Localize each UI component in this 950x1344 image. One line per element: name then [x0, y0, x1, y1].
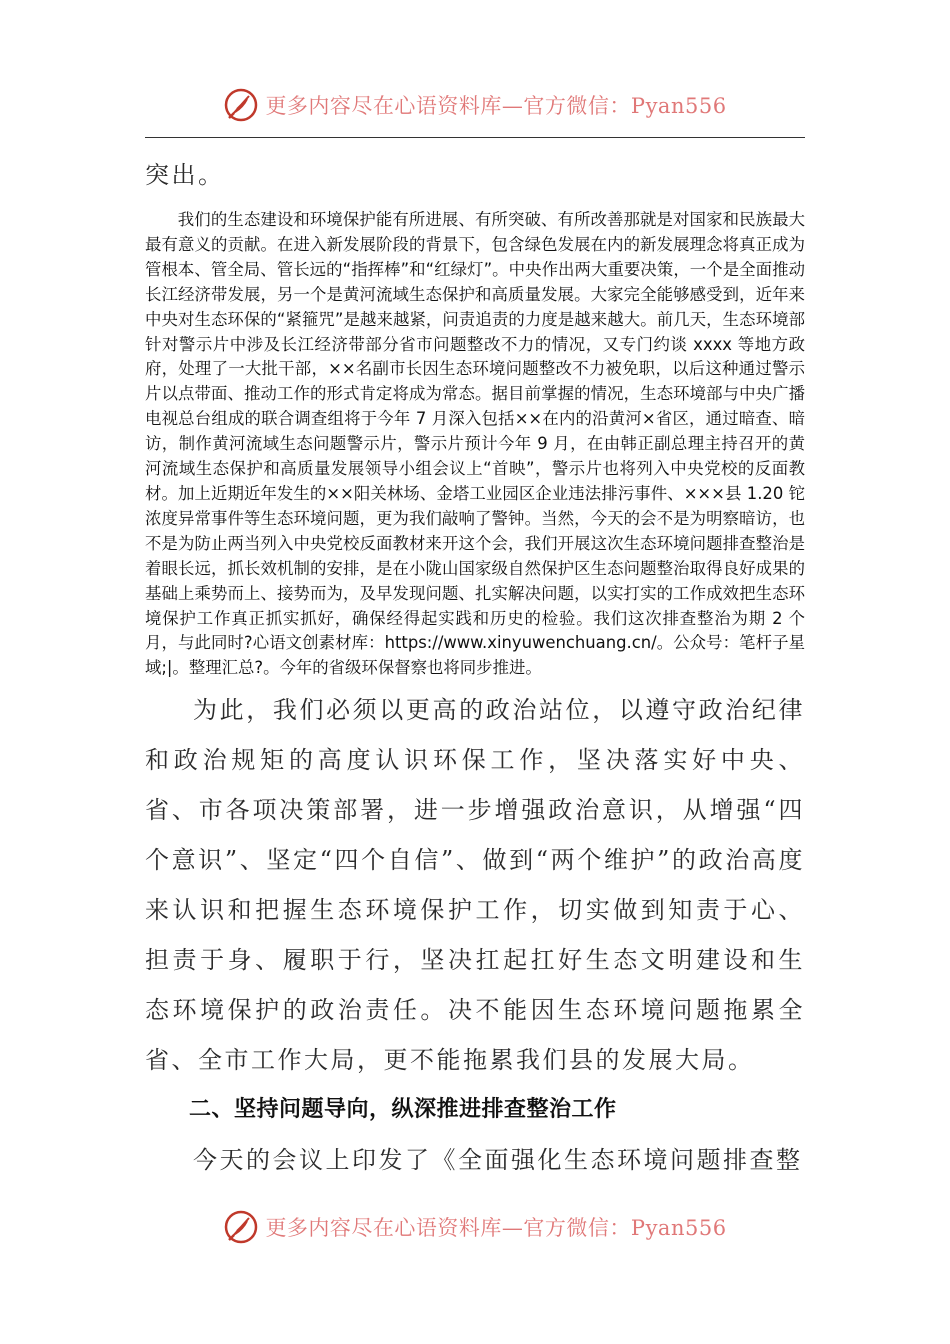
section-heading: 二、坚持问题导向，纵深推进排查整治工作	[189, 1097, 617, 1123]
banner-text: 更多内容尽在心语资料库—官方微信：Pyan556	[265, 1216, 727, 1240]
feather-logo-icon	[223, 87, 259, 123]
feather-logo-icon	[223, 1209, 259, 1245]
banner-text: 更多内容尽在心语资料库—官方微信：Pyan556	[265, 94, 727, 118]
footer-banner	[0, 1202, 950, 1252]
body-paragraph-large: 为此，我们必须以更高的政治站位，以遵守政治纪律和政治规矩的高度认识环保工作，坚决落实好中央、省、市各项决策部署，进一步增强政治意识，从增强“四个意识”、坚定“四个自信”、做到“两个维护”的政治高度来认识和把握生态环境保护工作，切实做到知责于心、担责于身、履职于行，坚决扛起扛好生态文明建设和生态环境保护的政治责任。决不能因生态环境问题拖累全省、全市工作大局，更不能拖累我们县的发展大局。	[145, 696, 805, 1075]
opening-fragment: 突出。	[145, 161, 225, 189]
body-paragraph-small: 我们的生态建设和环境保护能有所进展、有所突破、有所改善那就是对国家和民族最大最有意义的贡献。在进入新发展阶段的背景下，包含绿色发展在内的新发展理念将真正成为管根本、管全局、管长远的“指挥棒”和“红绿灯”。中央作出两大重要决策，一个是全面推动长江经济带发展，另一个是黄河流域生态保护和高质量发展。大家完全能够感受到，近年来中央对生态环保的“紧箍咒”是越来越紧，问责追责的力度是越来越大。前几天，生态环境部针对警示片中涉及长江经济带部分省市问题整改不力的情况，又专门约谈 xxxx 等地方政府，处理了一大批干部，××名副市长因生态环境问题整改不力被免职，以后这种通过警示片以点带面、推动工作的形式肯定将成为常态。据目前掌握的情况，生态环境部与中央广播电视总台组成的联合调查组将于今年 7 月深入包括××在内的沿黄河×省区，通过暗查、暗访，制作黄河流域生态问题警示片，警示片预计今年 9 月，在由韩正副总理主持召开的黄河流域生态保护和高质量发展领导小组会议上“首映”，警示片也将列入中央党校的反面教材。加上近期近年发生的××阳关林场、金塔工业园区企业违法排污事件、×××县 1.20 铊浓度异常事件等生态环境问题，更为我们敲响了警钟。当然，今天的会不是为明察暗访，也不是为防止两当列入中央党校反面教材来开这个会，我们开展这次生态环境问题排查整治是着眼长远，抓长效机制的安排，是在小陇山国家级自然保护区生态问题整治取得良好成果的基础上乘势而上、接势而为，及早发现问题、扎实解决问题，以实打实的工作成效把生态环境保护工作真正抓实抓好，确保经得起实践和历史的检验。我们这次排查整治为期 2 个月，与此同时?心语文创素材库：https://www.xinyuwenchuang.cn/。公众号：笔杆子星域;|。整理汇总?。今年的省级环保督察也将同步推进。	[145, 210, 805, 678]
header-banner	[0, 80, 950, 130]
document-body	[145, 150, 805, 1185]
closing-fragment: 今天的会议上印发了《全面强化生态环境问题排查整	[193, 1146, 803, 1175]
header-divider	[145, 137, 805, 138]
